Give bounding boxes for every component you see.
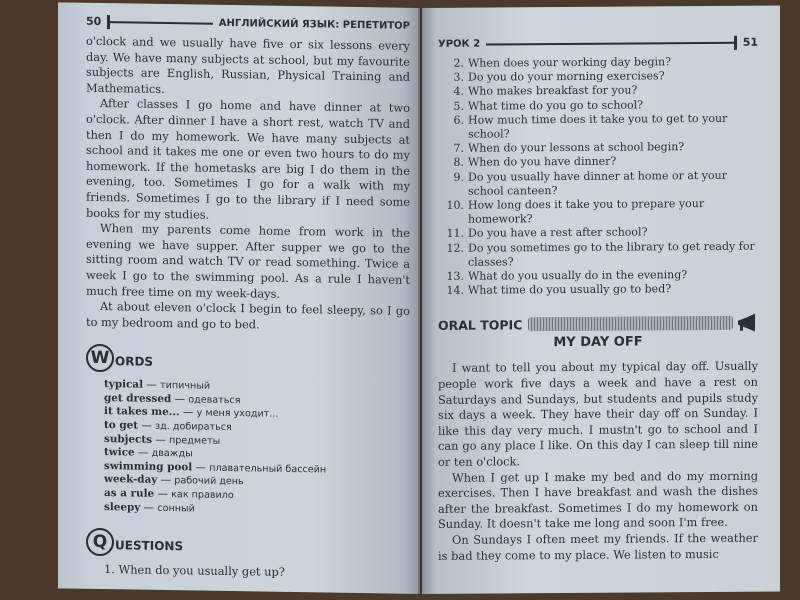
vocabulary-translation: дважды xyxy=(151,448,193,460)
vocabulary-term: swimming pool xyxy=(104,459,193,474)
vocabulary-translation: плавательный бассейн xyxy=(209,462,327,476)
questions-heading xyxy=(86,528,410,561)
question-text: What do you usually do in the evening? xyxy=(468,268,688,283)
question-number: 13. xyxy=(446,269,464,283)
question-text: When do your lessons at school begin? xyxy=(468,140,685,155)
question-item xyxy=(438,282,758,298)
question-number: 4. xyxy=(453,85,464,99)
dash-separator: — xyxy=(143,378,161,392)
running-head: АНГЛИЙСКИЙ ЯЗЫК: РЕПЕТИТОР xyxy=(218,17,410,32)
right-body-text xyxy=(438,359,758,564)
words-heading-rest: ORDS xyxy=(115,354,154,370)
paragraph: I want to tell you about my typical day off. Usually people work five days a week and have a rest on Saturdays and Sundays, but students and pupils study six days a week. They have their day off on Sunday. I like this day very much. I mustn't go to school and I can go any place I like. On this day I can sleep till nine or ten o'clock. xyxy=(438,359,758,469)
question-number: 7. xyxy=(453,141,464,155)
right-page xyxy=(422,6,780,594)
vocabulary-list xyxy=(86,378,410,519)
banner-band xyxy=(528,316,733,331)
words-heading xyxy=(86,344,410,377)
vocabulary-term: get dressed xyxy=(104,391,172,405)
vocabulary-term: subjects xyxy=(104,432,153,446)
left-page-header xyxy=(86,15,410,33)
vocabulary-term: it takes me... xyxy=(104,405,180,419)
questions-list xyxy=(438,55,758,299)
paragraph: After classes I go home and have dinner at two o'clock. After dinner I have a short rest, watch TV and then I do my homework. We have many subjects at school and it takes me one or even two hours to do my homework. If the hometasks are big I do them in the evening, too. Sometimes I go for a walk with my friends. Sometimes I go to the library if I need some books for my studies. xyxy=(86,96,410,222)
paragraph: At about eleven o'clock I begin to feel sleepy, so I go to my bedroom and go to bed. xyxy=(86,299,410,332)
question-text: Do you sometimes go to the library to get ready for classes? xyxy=(468,239,755,269)
question-number: 12. xyxy=(446,241,464,255)
question-item xyxy=(438,239,758,270)
megaphone-icon xyxy=(736,314,758,332)
vocabulary-translation: зд. добираться xyxy=(155,420,232,434)
vocabulary-translation: предметы xyxy=(169,434,221,447)
page-number: 50 xyxy=(86,14,102,28)
question-item xyxy=(438,168,758,199)
dash-separator: — xyxy=(157,474,175,487)
vocabulary-term: as a rule xyxy=(104,487,155,500)
dash-separator: — xyxy=(138,419,156,432)
question-number: 6. xyxy=(453,113,464,127)
vocabulary-translation: одеваться xyxy=(188,394,241,407)
paragraph: On Sundays I often meet my friends. If the weather is bad they come to my place. We listen to music xyxy=(438,530,758,563)
question-text: What time do you go to school? xyxy=(468,98,644,113)
vocabulary-term: sleepy xyxy=(104,500,141,514)
running-head: УРОК 2 xyxy=(438,38,481,50)
question-number: 5. xyxy=(453,99,464,113)
question-text: Do you do your morning exercises? xyxy=(468,69,665,84)
header-rule xyxy=(486,41,737,45)
left-page xyxy=(58,2,420,594)
question-text: How much time does it take you to get to your school? xyxy=(468,111,728,141)
dash-separator: — xyxy=(154,487,172,501)
paragraph: When my parents come home from work in the evening we have supper. After supper we go to the sitting room and watch TV or read something. Twice a week I go to the swimming pool. As a rule I haven't much free time on my week-days. xyxy=(86,221,410,301)
vocabulary-translation: как правило xyxy=(171,489,234,502)
paragraph: o'clock and we usually have five or six lessons every day. We have many subjects at school, but my favourite subjects are English, Russian, Physical Training and Mathematics. xyxy=(86,33,410,96)
questions-heading-letter: Q xyxy=(86,528,114,556)
vocabulary-term: typical xyxy=(104,378,144,391)
question-number: 9. xyxy=(453,170,464,184)
vocabulary-translation: типичный xyxy=(160,380,211,392)
question-text: When do you have dinner? xyxy=(468,155,617,170)
oral-topic-banner xyxy=(438,314,758,334)
question-number: 3. xyxy=(453,70,464,84)
dash-separator: — xyxy=(192,461,210,474)
questions-heading-rest: UESTIONS xyxy=(115,538,184,554)
question-number: 11. xyxy=(446,227,464,241)
question-number: 10. xyxy=(446,198,464,212)
paragraph: When I get up I make my bed and do my morning exercises. Then I have breakfast and wash the dishes after the breakfast. Sometimes I do my homework on Sunday. It doesn't take me long and soon I'm free. xyxy=(438,468,758,532)
dash-separator: — xyxy=(134,446,152,460)
question-text: Do you have a rest after school? xyxy=(468,225,648,241)
question-number: 8. xyxy=(453,156,464,170)
vocabulary-translation: рабочий день xyxy=(174,475,244,488)
left-body-text xyxy=(86,34,410,335)
question-text: When does your working day begin? xyxy=(468,55,671,70)
vocabulary-term: week-day xyxy=(104,473,158,487)
topic-title: MY DAY OFF xyxy=(553,334,643,351)
question-item xyxy=(438,197,758,228)
open-book xyxy=(58,8,780,594)
question-text: Do you usually have dinner at home or at your school canteen? xyxy=(468,168,727,198)
dash-separator: — xyxy=(152,433,170,446)
question-item: 1. When do you usually get up? xyxy=(104,562,285,580)
question-number: 14. xyxy=(446,283,464,298)
dash-separator: — xyxy=(140,501,158,514)
page-number: 51 xyxy=(742,35,758,49)
question-text: How long does it take you to prepare your homework? xyxy=(468,197,705,226)
question-text: What time do you usually go to bed? xyxy=(468,282,672,297)
oral-topic-label: ORAL TOPIC xyxy=(438,317,523,333)
header-rule xyxy=(107,21,212,25)
dash-separator: — xyxy=(179,406,197,419)
vocabulary-term: twice xyxy=(104,446,135,459)
right-page-header xyxy=(438,36,758,51)
words-heading-letter: W xyxy=(86,344,114,372)
dash-separator: — xyxy=(171,392,189,406)
vocabulary-translation: у меня уходит... xyxy=(196,407,279,421)
question-item xyxy=(438,111,758,142)
question-text: Who makes breakfast for you? xyxy=(468,83,638,99)
vocabulary-translation: сонный xyxy=(157,502,195,515)
question-number: 2. xyxy=(453,56,464,70)
vocabulary-term: to get xyxy=(104,419,139,432)
